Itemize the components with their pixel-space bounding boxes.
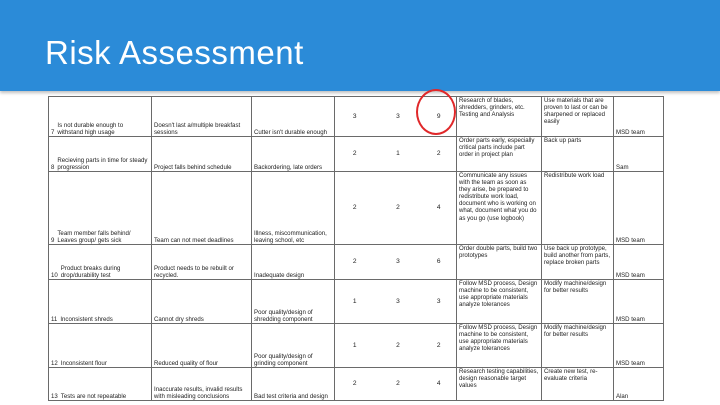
risk-cell xyxy=(49,368,152,401)
slide-title: Risk Assessment xyxy=(45,34,304,71)
cause-cell: Backordering, late orders xyxy=(252,137,335,172)
owner-cell: Sam xyxy=(614,137,664,172)
owner-cell: MSD team xyxy=(614,324,664,368)
action-cell: Modify machine/design for better results xyxy=(542,280,614,324)
owner-cell: MSD team xyxy=(614,280,664,324)
mitigation-cell: Research testing capabilities, design reasonable target values xyxy=(457,368,542,401)
severity-cell: 2 xyxy=(335,368,375,401)
cause-cell: Poor quality/design of grinding component xyxy=(252,324,335,368)
risk-score-cell: 4 xyxy=(422,368,457,401)
row-id: 13 xyxy=(51,392,58,400)
action-cell: Modify machine/design for better results xyxy=(542,324,614,368)
severity-cell: 2 xyxy=(335,137,375,172)
table-row xyxy=(49,172,664,245)
action-cell: Use back up prototype, build another from parts, replace broken parts xyxy=(542,245,614,280)
likelihood-cell: 2 xyxy=(375,324,422,368)
highlight-circle xyxy=(416,89,456,135)
action-cell: Back up parts xyxy=(542,137,614,172)
owner-cell: Alan xyxy=(614,368,664,401)
consequence-cell: Inaccurate results, invalid results with misleading conclusions xyxy=(152,368,252,401)
risk-cell xyxy=(49,97,152,137)
cause-cell: Poor quality/design of shredding component xyxy=(252,280,335,324)
table-row xyxy=(49,280,664,324)
table-row xyxy=(49,245,664,280)
severity-cell: 1 xyxy=(335,324,375,368)
severity-cell: 1 xyxy=(335,280,375,324)
row-id: 12 xyxy=(51,359,58,367)
owner-cell: MSD team xyxy=(614,245,664,280)
likelihood-cell: 3 xyxy=(375,97,422,137)
table-row xyxy=(49,97,664,137)
likelihood-cell: 1 xyxy=(375,137,422,172)
mitigation-cell: Research of blades, shredders, grinders, etc. Testing and Analysis xyxy=(457,97,542,137)
risk-table xyxy=(48,96,664,401)
row-id: 11 xyxy=(51,315,58,323)
table-row xyxy=(49,368,664,401)
severity-cell: 2 xyxy=(335,172,375,245)
mitigation-cell: Follow MSD process, Design machine to be consistent, use appropriate materials analyze tolerances xyxy=(457,324,542,368)
action-cell: Create new test, re-evaluate criteria xyxy=(542,368,614,401)
action-cell: Redistribute work load xyxy=(542,172,614,245)
row-id: 9 xyxy=(51,236,55,244)
mitigation-cell: Communicate any issues with the team as soon as they arise, be prepared to redistribute work load, document who is working on what, document what you do as you go (use logbook) xyxy=(457,172,542,245)
row-id: 8 xyxy=(51,163,55,171)
slide-header xyxy=(0,0,720,91)
risk-text: Recieving parts in time for steady progression xyxy=(57,156,148,171)
owner-cell: MSD team xyxy=(614,97,664,137)
row-id: 7 xyxy=(51,128,55,136)
likelihood-cell: 3 xyxy=(375,245,422,280)
likelihood-cell: 3 xyxy=(375,280,422,324)
table-row xyxy=(49,137,664,172)
risk-score-cell: 2 xyxy=(422,324,457,368)
action-cell: Use materials that are proven to last or can be sharpened or replaced easily xyxy=(542,97,614,137)
risk-score-cell: 2 xyxy=(422,137,457,172)
mitigation-cell: Order parts early, especially critical parts include part order in project plan xyxy=(457,137,542,172)
consequence-cell: Project falls behind schedule xyxy=(152,137,252,172)
mitigation-cell: Follow MSD process, Design machine to be consistent, use appropriate materials analyze tolerances xyxy=(457,280,542,324)
likelihood-cell: 2 xyxy=(375,172,422,245)
consequence-cell: Product needs to be rebuilt or recycled. xyxy=(152,245,252,280)
risk-text: Is not durable enough to withstand high usage xyxy=(57,121,124,136)
table-row xyxy=(49,324,664,368)
cause-cell: Illness, miscommunication, leaving school, etc xyxy=(252,172,335,245)
consequence-cell: Doesn't last a/multiple breakfast sessions xyxy=(152,97,252,137)
severity-cell: 3 xyxy=(335,97,375,137)
cause-cell: Cutter isn't durable enough xyxy=(252,97,335,137)
cause-cell: Bad test criteria and design xyxy=(252,368,335,401)
consequence-cell: Reduced quality of flour xyxy=(152,324,252,368)
risk-cell xyxy=(49,280,152,324)
cause-cell: Inadequate design xyxy=(252,245,335,280)
risk-text: Inconsistent flour xyxy=(60,359,107,367)
risk-cell xyxy=(49,137,152,172)
risk-score-cell: 3 xyxy=(422,280,457,324)
risk-text: Product breaks during drop/durability test xyxy=(60,264,121,279)
consequence-cell: Cannot dry shreds xyxy=(152,280,252,324)
risk-text: Team member falls behind/ Leaves group/ gets sick xyxy=(57,229,131,244)
risk-score-cell: 6 xyxy=(422,245,457,280)
risk-score-cell: 9 xyxy=(422,97,457,137)
owner-cell: MSD team xyxy=(614,172,664,245)
risk-score-cell: 4 xyxy=(422,172,457,245)
risk-text: Inconsistent shreds xyxy=(60,315,113,323)
risk-cell xyxy=(49,245,152,280)
severity-cell: 2 xyxy=(335,245,375,280)
risk-text: Tests are not repeatable xyxy=(60,392,127,400)
risk-cell xyxy=(49,324,152,368)
consequence-cell: Team can not meet deadlines xyxy=(152,172,252,245)
row-id: 10 xyxy=(51,271,58,279)
likelihood-cell: 2 xyxy=(375,368,422,401)
mitigation-cell: Order double parts, build two prototypes xyxy=(457,245,542,280)
risk-cell xyxy=(49,172,152,245)
